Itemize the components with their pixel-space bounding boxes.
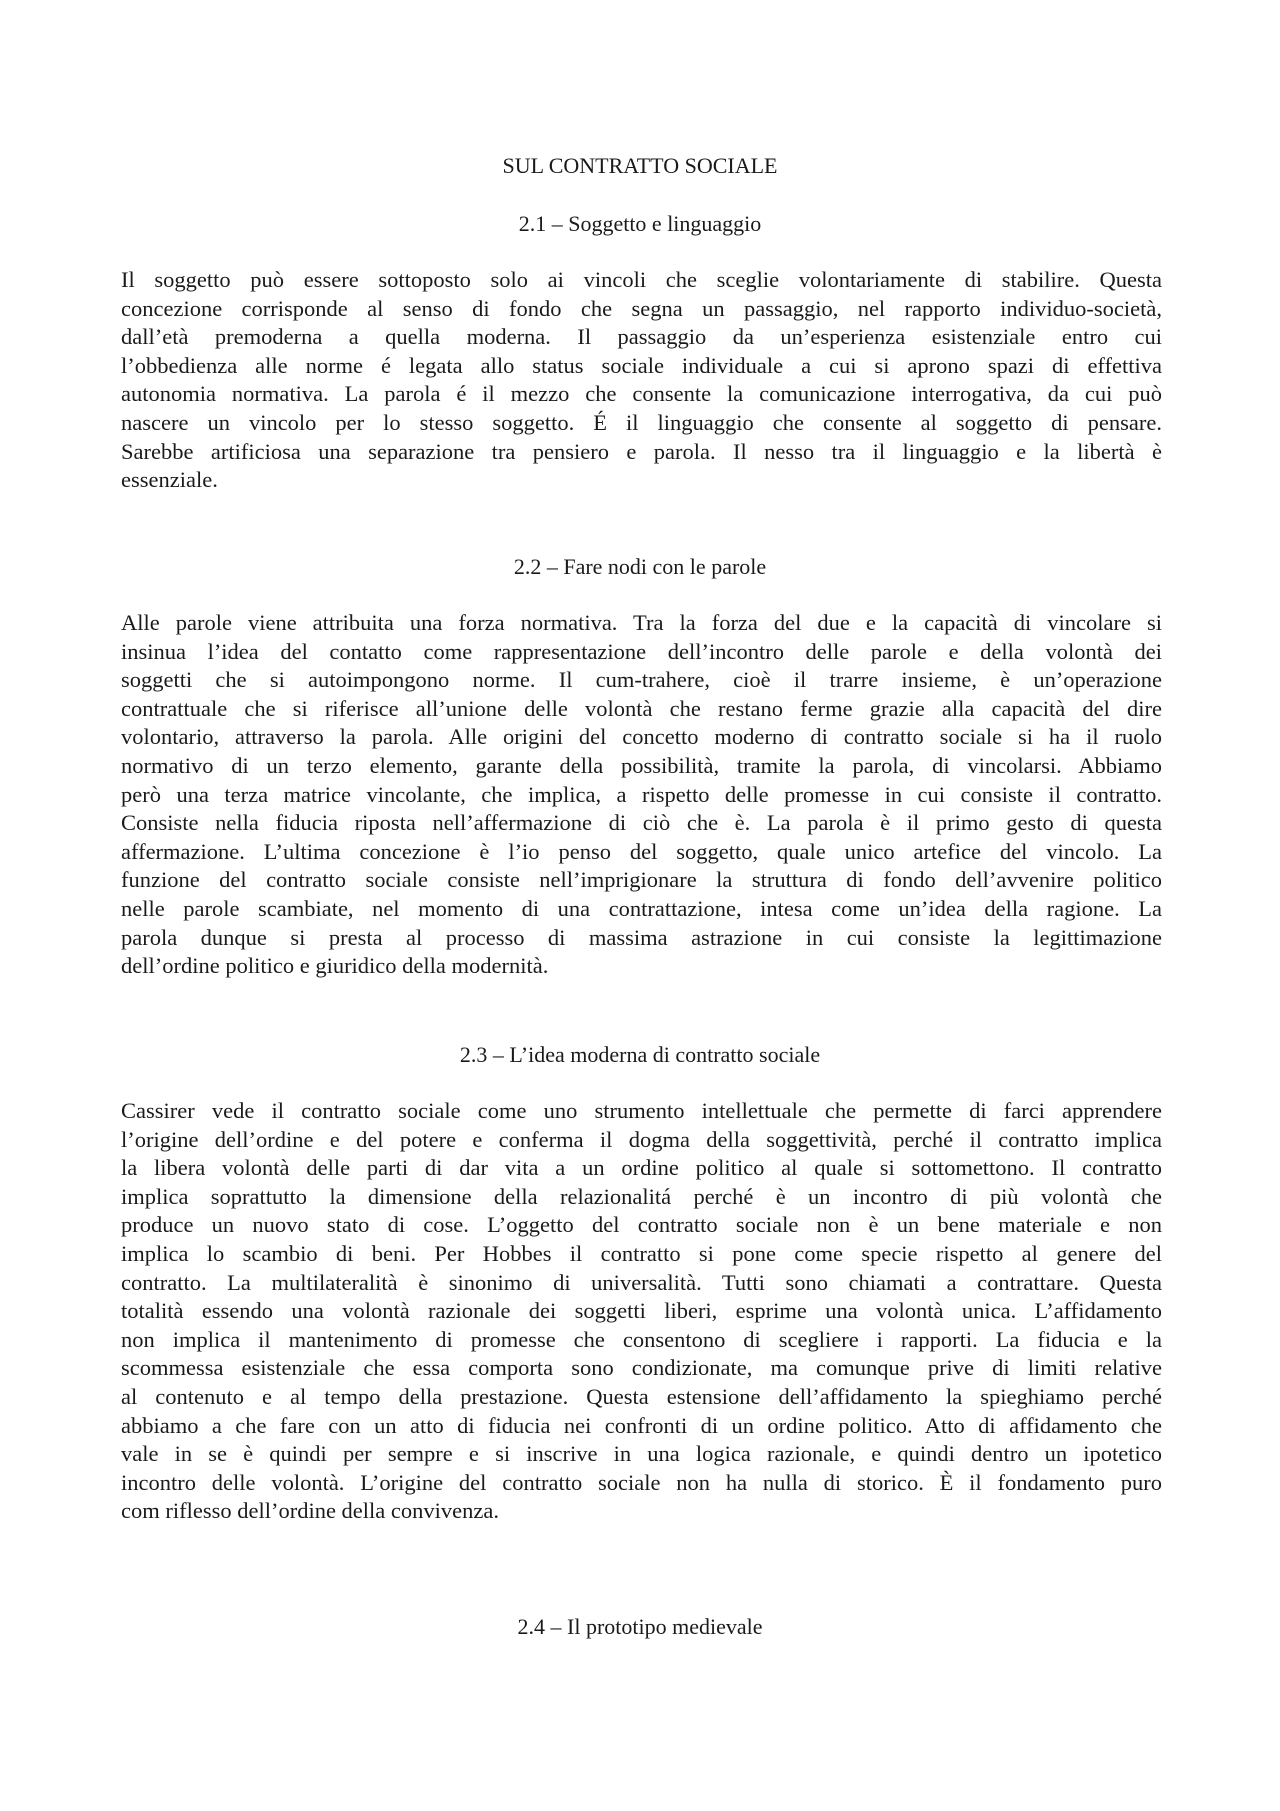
paragraph-line: produce un nuovo stato di cose. L’oggetto del contratto sociale non è un bene materiale e non: [121, 1212, 1162, 1238]
paragraph-line: Cassirer vede il contratto sociale come uno strumento intellettuale che permette di farci apprendere: [121, 1098, 1162, 1123]
paragraph-line: la libera volontà delle parti di dar vita a un ordine politico al quale si sottomettono. Il contratto: [121, 1155, 1162, 1181]
paragraph-line: implica soprattutto la dimensione della relazionalitá perché è un incontro di più volontà che: [121, 1183, 1162, 1209]
section-heading-2-1: 2.1 – Soggetto e linguaggio: [518, 211, 762, 236]
section-paragraph-2-3: [121, 1097, 1162, 1526]
paragraph-line: autonomia normativa. La parola é il mezzo che consente la comunicazione interrogativa, da cui può: [121, 381, 1162, 407]
paragraph-line: non implica il mantenimento di promesse che consentono di scegliere i rapporti. La fiducia e la: [121, 1326, 1162, 1352]
paragraph-line: dell’ordine politico e giuridico della modernità.: [121, 953, 549, 979]
paragraph-line: dall’età premoderna a quella moderna. Il passaggio da un’esperienza esistenziale entro cui: [121, 324, 1162, 350]
paragraph-line: però una terza matrice vincolante, che implica, a rispetto delle promesse in cui consiste il contratto.: [121, 781, 1162, 807]
paragraph-line: al contenuto e al tempo della prestazione. Questa estensione dell’affidamento la spieghiamo perché: [121, 1383, 1162, 1409]
paragraph-line: soggetti che si autoimpongono norme. Il cum-trahere, cioè il trarre insieme, è un’operazione: [121, 667, 1162, 693]
section-heading-2-2: 2.2 – Fare nodi con le parole: [513, 554, 767, 579]
paragraph-line: volontario, attraverso la parola. Alle origini del concetto moderno di contratto sociale si ha il ruolo: [121, 724, 1162, 750]
paragraph-line: essenziale.: [121, 467, 218, 493]
paragraph-line: affermazione. L’ultima concezione è l’io penso del soggetto, quale unico artefice del vincolo. La: [121, 838, 1162, 864]
paragraph-line: Alle parole viene attribuita una forza normativa. Tra la forza del due e la capacità di vincolare si: [121, 610, 1162, 635]
paragraph-line: contratto. La multilateralità è sinonimo di universalità. Tutti sono chiamati a contrattare. Questa: [121, 1269, 1162, 1295]
paragraph-line: com riflesso dell’ordine della convivenza.: [121, 1498, 499, 1524]
section-paragraph-2-2: [121, 609, 1162, 981]
paragraph-line: nascere un vincolo per lo stesso soggetto. É il linguaggio che consente al soggetto di pensare.: [121, 409, 1162, 435]
paragraph-line: concezione corrisponde al senso di fondo che segna un passaggio, nel rapporto individuo-società,: [121, 295, 1162, 321]
section-heading-2-4: 2.4 – Il prototipo medievale: [517, 1614, 763, 1639]
paragraph-line: nelle parole scambiate, nel momento di una contrattazione, intesa come un’idea della ragione. La: [121, 895, 1162, 921]
paragraph-line: totalità essendo una volontà razionale dei soggetti liberi, esprime una volontà unica. L’affidamento: [121, 1298, 1162, 1324]
paragraph-line: normativo di un terzo elemento, garante della possibilità, tramite la parola, di vincolarsi. Abbiamo: [121, 752, 1162, 778]
paragraph-line: insinua l’idea del contatto come rappresentazione dell’incontro delle parole e della volontà dei: [121, 638, 1162, 664]
paragraph-line: Sarebbe artificiosa una separazione tra pensiero e parola. Il nesso tra il linguaggio e la libertà è: [121, 438, 1162, 464]
paragraph-line: scommessa esistenziale che essa comporta sono condizionate, ma comunque prive di limiti relative: [121, 1355, 1162, 1381]
paragraph-line: l’obbedienza alle norme é legata allo status sociale individuale a cui si aprono spazi di effettiva: [121, 352, 1162, 378]
section-heading-2-3: 2.3 – L’idea moderna di contratto sociale: [459, 1042, 821, 1067]
section-paragraph-2-1: [121, 266, 1162, 495]
paragraph-line: implica lo scambio di beni. Per Hobbes il contratto si pone come specie rispetto al genere del: [121, 1240, 1162, 1266]
document-title: SUL CONTRATTO SOCIALE: [502, 153, 778, 178]
paragraph-line: funzione del contratto sociale consiste nell’imprigionare la struttura di fondo dell’avvenire politico: [121, 867, 1162, 893]
paragraph-line: abbiamo a che fare con un atto di fiducia nei confronti di un ordine politico. Atto di affidamento che: [121, 1412, 1162, 1438]
paragraph-line: l’origine dell’ordine e del potere e conferma il dogma della soggettività, perché il contratto implica: [121, 1126, 1162, 1152]
paragraph-line: contrattuale che si riferisce all’unione delle volontà che restano ferme grazie alla capacità del dire: [121, 695, 1162, 721]
paragraph-line: Il soggetto può essere sottoposto solo ai vincoli che sceglie volontariamente di stabilire. Questa: [121, 267, 1162, 292]
paragraph-line: parola dunque si presta al processo di massima astrazione in cui consiste la legittimazione: [121, 924, 1162, 950]
paragraph-line: Consiste nella fiducia riposta nell’affermazione di ciò che è. La parola è il primo gesto di questa: [121, 810, 1162, 836]
paragraph-line: incontro delle volontà. L’origine del contratto sociale non ha nulla di storico. È il fondamento puro: [121, 1469, 1162, 1495]
paragraph-line: vale in se è quindi per sempre e si inscrive in una logica razionale, e quindi dentro un ipotetico: [121, 1441, 1162, 1467]
